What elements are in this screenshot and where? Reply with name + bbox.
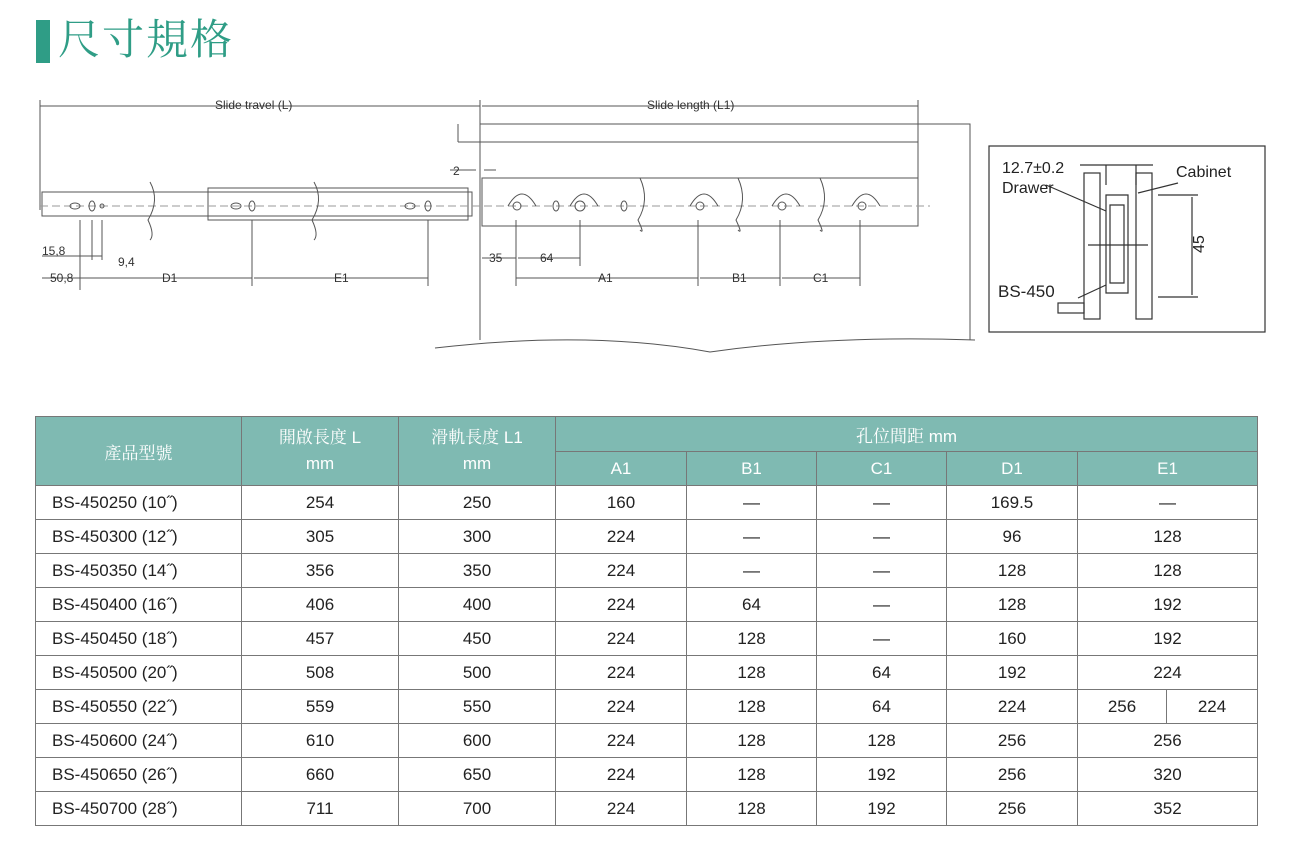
table-row — [36, 724, 1258, 758]
table-row — [36, 758, 1258, 792]
section-model-label: BS-450 — [998, 282, 1055, 301]
table-row — [36, 690, 1258, 724]
cell-rail-length: 450 — [399, 622, 556, 656]
cell-a1: 224 — [556, 656, 687, 690]
cell-c1: — — [817, 622, 947, 656]
cell-e1: 224 — [1078, 656, 1258, 690]
cell-model: BS-450250 (10˝) — [36, 486, 242, 520]
cell-open-length: 356 — [242, 554, 399, 588]
cell-rail-length: 700 — [399, 792, 556, 826]
cell-a1: 224 — [556, 554, 687, 588]
cell-e1: 192 — [1078, 622, 1258, 656]
cell-c1: — — [817, 554, 947, 588]
dim-c1-label: C1 — [813, 271, 829, 285]
cell-model: BS-450500 (20˝) — [36, 656, 242, 690]
cell-a1: 224 — [556, 724, 687, 758]
cell-e1: 224 — [1167, 690, 1258, 724]
cell-e1: 256 — [1078, 690, 1167, 724]
cell-d1: 256 — [947, 758, 1078, 792]
cell-a1: 224 — [556, 520, 687, 554]
dim-e1-label: E1 — [334, 271, 349, 285]
cell-rail-length: 250 — [399, 486, 556, 520]
cell-e1: 352 — [1078, 792, 1258, 826]
header-open-length — [242, 417, 399, 486]
cell-d1: 128 — [947, 554, 1078, 588]
cell-e1: — — [1078, 486, 1258, 520]
dim-9-4-label: 9,4 — [118, 255, 135, 269]
cell-model: BS-450450 (18˝) — [36, 622, 242, 656]
cell-d1: 224 — [947, 690, 1078, 724]
cell-rail-length: 550 — [399, 690, 556, 724]
cell-b1: 128 — [687, 656, 817, 690]
cell-d1: 128 — [947, 588, 1078, 622]
cell-model: BS-450700 (28˝) — [36, 792, 242, 826]
cell-open-length: 305 — [242, 520, 399, 554]
cell-a1: 224 — [556, 622, 687, 656]
cell-a1: 160 — [556, 486, 687, 520]
cell-model: BS-450300 (12˝) — [36, 520, 242, 554]
header-d1: D1 — [947, 452, 1078, 486]
cell-a1: 224 — [556, 792, 687, 826]
header-model: 產品型號 — [36, 417, 242, 486]
cell-c1: 192 — [817, 792, 947, 826]
cell-d1: 256 — [947, 724, 1078, 758]
slide-dimension-drawing — [30, 90, 985, 360]
cell-b1: 128 — [687, 690, 817, 724]
cell-b1: 128 — [687, 792, 817, 826]
dim-a1-label: A1 — [598, 271, 613, 285]
header-hole-spacing: 孔位間距 mm — [556, 417, 1258, 452]
header-rail-length-label: 滑軌長度 L1 — [431, 428, 523, 447]
cell-open-length: 559 — [242, 690, 399, 724]
cell-model: BS-450550 (22˝) — [36, 690, 242, 724]
cell-model: BS-450650 (26˝) — [36, 758, 242, 792]
header-rail-length — [399, 417, 556, 486]
cell-model: BS-450400 (16˝) — [36, 588, 242, 622]
cell-d1: 192 — [947, 656, 1078, 690]
cell-open-length: 406 — [242, 588, 399, 622]
table-row — [36, 622, 1258, 656]
header-open-length-label: 開啟長度 L — [278, 428, 362, 447]
dim-35-label: 35 — [489, 251, 503, 265]
cell-e1: 256 — [1078, 724, 1258, 758]
drawer-label: Drawer — [1002, 180, 1054, 197]
cell-e1: 320 — [1078, 758, 1258, 792]
cross-section-drawing — [988, 145, 1266, 333]
header-e1: E1 — [1078, 452, 1258, 486]
table-row — [36, 486, 1258, 520]
header-rail-length-unit: mm — [462, 454, 492, 473]
cell-model: BS-450350 (14˝) — [36, 554, 242, 588]
cell-open-length: 660 — [242, 758, 399, 792]
header-c1: C1 — [817, 452, 947, 486]
cell-c1: — — [817, 486, 947, 520]
cell-b1: 128 — [687, 622, 817, 656]
cell-c1: 192 — [817, 758, 947, 792]
dim-64-label: 64 — [540, 251, 554, 265]
cell-c1: 64 — [817, 690, 947, 724]
spec-table — [35, 416, 1258, 826]
header-a1: A1 — [556, 452, 687, 486]
cell-open-length: 457 — [242, 622, 399, 656]
header-open-length-unit: mm — [305, 454, 335, 473]
dim-15-8-label: 15,8 — [42, 244, 66, 258]
spec-table-body — [36, 486, 1258, 826]
slide-travel-label: Slide travel (L) — [215, 98, 293, 112]
cell-a1: 224 — [556, 588, 687, 622]
cell-d1: 256 — [947, 792, 1078, 826]
cell-b1: — — [687, 520, 817, 554]
cell-c1: — — [817, 588, 947, 622]
cell-open-length: 610 — [242, 724, 399, 758]
table-row — [36, 520, 1258, 554]
cell-b1: 64 — [687, 588, 817, 622]
cell-rail-length: 600 — [399, 724, 556, 758]
cell-d1: 96 — [947, 520, 1078, 554]
cell-b1: 128 — [687, 724, 817, 758]
cell-open-length: 711 — [242, 792, 399, 826]
cell-b1: 128 — [687, 758, 817, 792]
dim-d1-label: D1 — [162, 271, 178, 285]
dim-50-8-label: 50,8 — [50, 271, 74, 285]
cell-rail-length: 350 — [399, 554, 556, 588]
cell-b1: — — [687, 486, 817, 520]
cell-d1: 169.5 — [947, 486, 1078, 520]
cell-rail-length: 400 — [399, 588, 556, 622]
cell-b1: — — [687, 554, 817, 588]
dim-2-label: 2 — [453, 164, 460, 178]
cabinet-label: Cabinet — [1176, 164, 1232, 181]
cell-rail-length: 500 — [399, 656, 556, 690]
page-title: 尺寸規格 — [58, 15, 235, 64]
cell-open-length: 254 — [242, 486, 399, 520]
cell-c1: — — [817, 520, 947, 554]
table-row — [36, 554, 1258, 588]
cell-a1: 224 — [556, 690, 687, 724]
cell-d1: 160 — [947, 622, 1078, 656]
title-accent-bar — [36, 20, 50, 63]
dim-b1-label: B1 — [732, 271, 747, 285]
slide-length-label: Slide length (L1) — [647, 98, 735, 112]
dim-45-label: 45 — [1191, 235, 1208, 253]
table-row — [36, 656, 1258, 690]
cell-c1: 64 — [817, 656, 947, 690]
cell-e1: 128 — [1078, 554, 1258, 588]
cell-c1: 128 — [817, 724, 947, 758]
dim-12-7-label: 12.7±0.2 — [1002, 160, 1065, 177]
table-row — [36, 792, 1258, 826]
cell-e1: 192 — [1078, 588, 1258, 622]
cell-a1: 224 — [556, 758, 687, 792]
cell-open-length: 508 — [242, 656, 399, 690]
table-row — [36, 588, 1258, 622]
header-b1: B1 — [687, 452, 817, 486]
cell-model: BS-450600 (24˝) — [36, 724, 242, 758]
cell-e1: 128 — [1078, 520, 1258, 554]
cell-rail-length: 300 — [399, 520, 556, 554]
cell-rail-length: 650 — [399, 758, 556, 792]
